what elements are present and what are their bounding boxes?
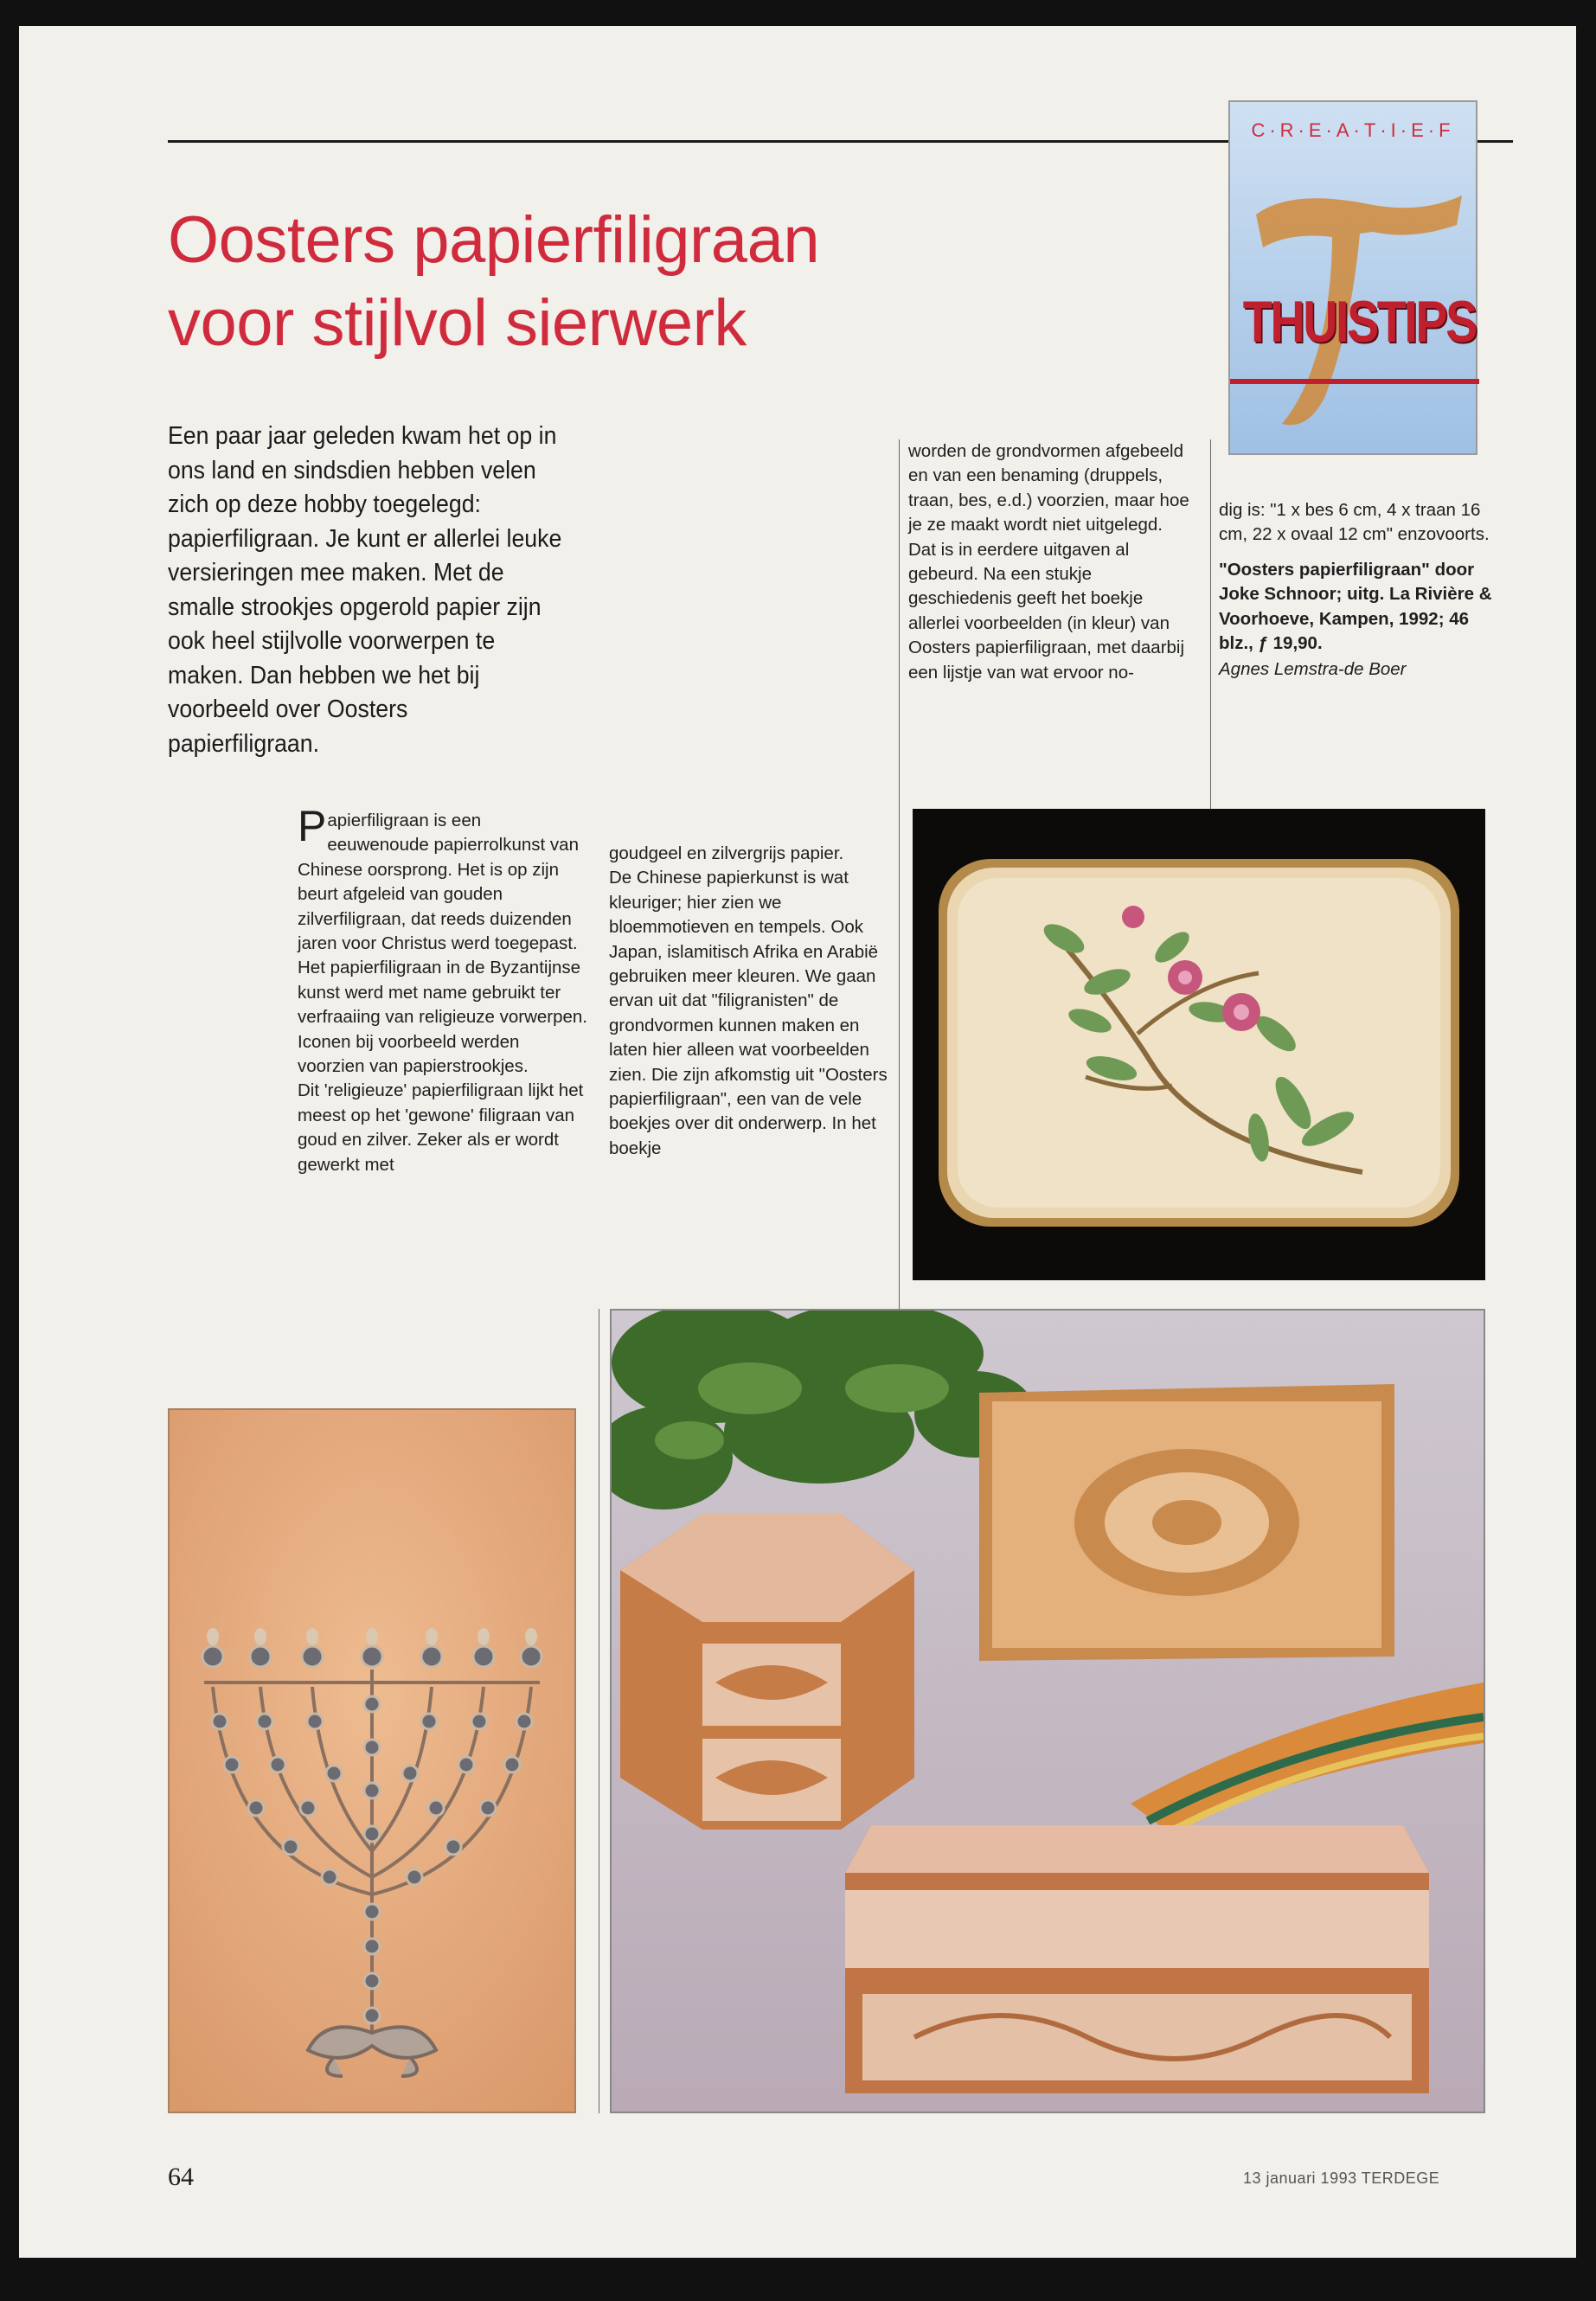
text-column-2 (609, 842, 899, 1161)
issue-dateline: 13 januari 1993 TERDEGE (1243, 2170, 1440, 2187)
paragraph (298, 802, 588, 1079)
book-reference: "Oosters papierfiligraan" door Joke Schnoor; uitg. La Rivière & Voorhoeve, Kampen, 1992; 46 blz., ƒ 19,90. (1219, 559, 1492, 654)
thuistips-badge (1228, 100, 1477, 455)
article-title (168, 199, 819, 365)
photo-floral-tray (913, 809, 1485, 1280)
t-logo-icon (1230, 102, 1479, 457)
title-line-1: Oosters papierfiligraan (168, 203, 820, 277)
column-divider (899, 439, 900, 1313)
page-number: 64 (168, 2163, 194, 2191)
author-byline: Agnes Lemstra-de Boer (1219, 659, 1407, 680)
paragraph: dig is: "1 x bes 6 cm, 4 x traan 16 cm, 22 x ovaal 12 cm" enzovoorts. (1219, 500, 1490, 545)
section-label: C·R·E·A·T·I·E·F (1251, 119, 1455, 141)
paragraph: goudgeel en zilvergrijs papier. (609, 843, 844, 863)
text-column-3 (908, 439, 1194, 685)
title-line-2: voor stijlvol sierwerk (168, 286, 747, 360)
intro-paragraph: Een paar jaar geleden kwam het op in ons land en sindsdien hebben velen zich op deze hobby toegelegd: papierfiligraan. Je kunt er allerlei leuke versieringen mee maken. Met de smalle strookjes opgerold papier zijn ook heel stijlvolle voorwerpen te maken. Dan hebben we het bij voorbeeld over Oosters papierfiligraan. (168, 422, 562, 758)
paragraph-text: apierfiligraan is een eeuwenoude papierrolkunst van Chinese oorsprong. Het is op zijn beurt afgeleid van gouden zilverfiligraan, dat reeds duizenden jaren voor Christus werd toegepast. Het papierfiligraan in de Byzantijnse kunst werd met name gebruikt ter verfraaiing van religieuze vorwerpen. Iconen bij voorbeeld werden voorzien van papierstrookjes. (298, 811, 588, 1077)
paragraph: De Chinese papierkunst is wat kleuriger; hier zien we bloemmotieven en tempels. Ook Japan, islamitisch Afrika en Arabië gebruiken meer kleuren. We gaan ervan uit dat "filigranisten" de grondvormen kunnen maken en laten hier alleen wat voorbeelden zien. Die zijn afkomstig uit "Oosters papierfiligraan", een van de vele boekjes over dit onderwerp. In het boekje (609, 868, 888, 1158)
paragraph: Dit 'religieuze' papierfiligraan lijkt het meest op het 'gewone' filigraan van goud en zilver. Zeker als er wordt gewerkt met (298, 1080, 584, 1175)
photo-menorah (168, 1408, 576, 2113)
magazine-page (19, 26, 1576, 2258)
column-divider (1210, 439, 1211, 820)
text-column-1 (298, 802, 588, 1177)
paragraph: worden de grondvormen afgebeeld en van een benaming (druppels, traan, bes, e.d.) voorzien, maar hoe je ze maakt wordt niet uitgelegd. Dat is in eerdere uitgaven al gebeurd. Na een stukje geschiedenis geeft het boekje allerlei voorbeelden (in kleur) van Oosters papierfiligraan, met daarbij een lijstje van wat ervoor no- (908, 441, 1189, 683)
drop-cap: P (298, 802, 327, 850)
badge-title: THUISTIPS (1242, 289, 1476, 355)
photo-filigree-boxes (610, 1309, 1485, 2113)
text-column-4 (1219, 498, 1496, 683)
